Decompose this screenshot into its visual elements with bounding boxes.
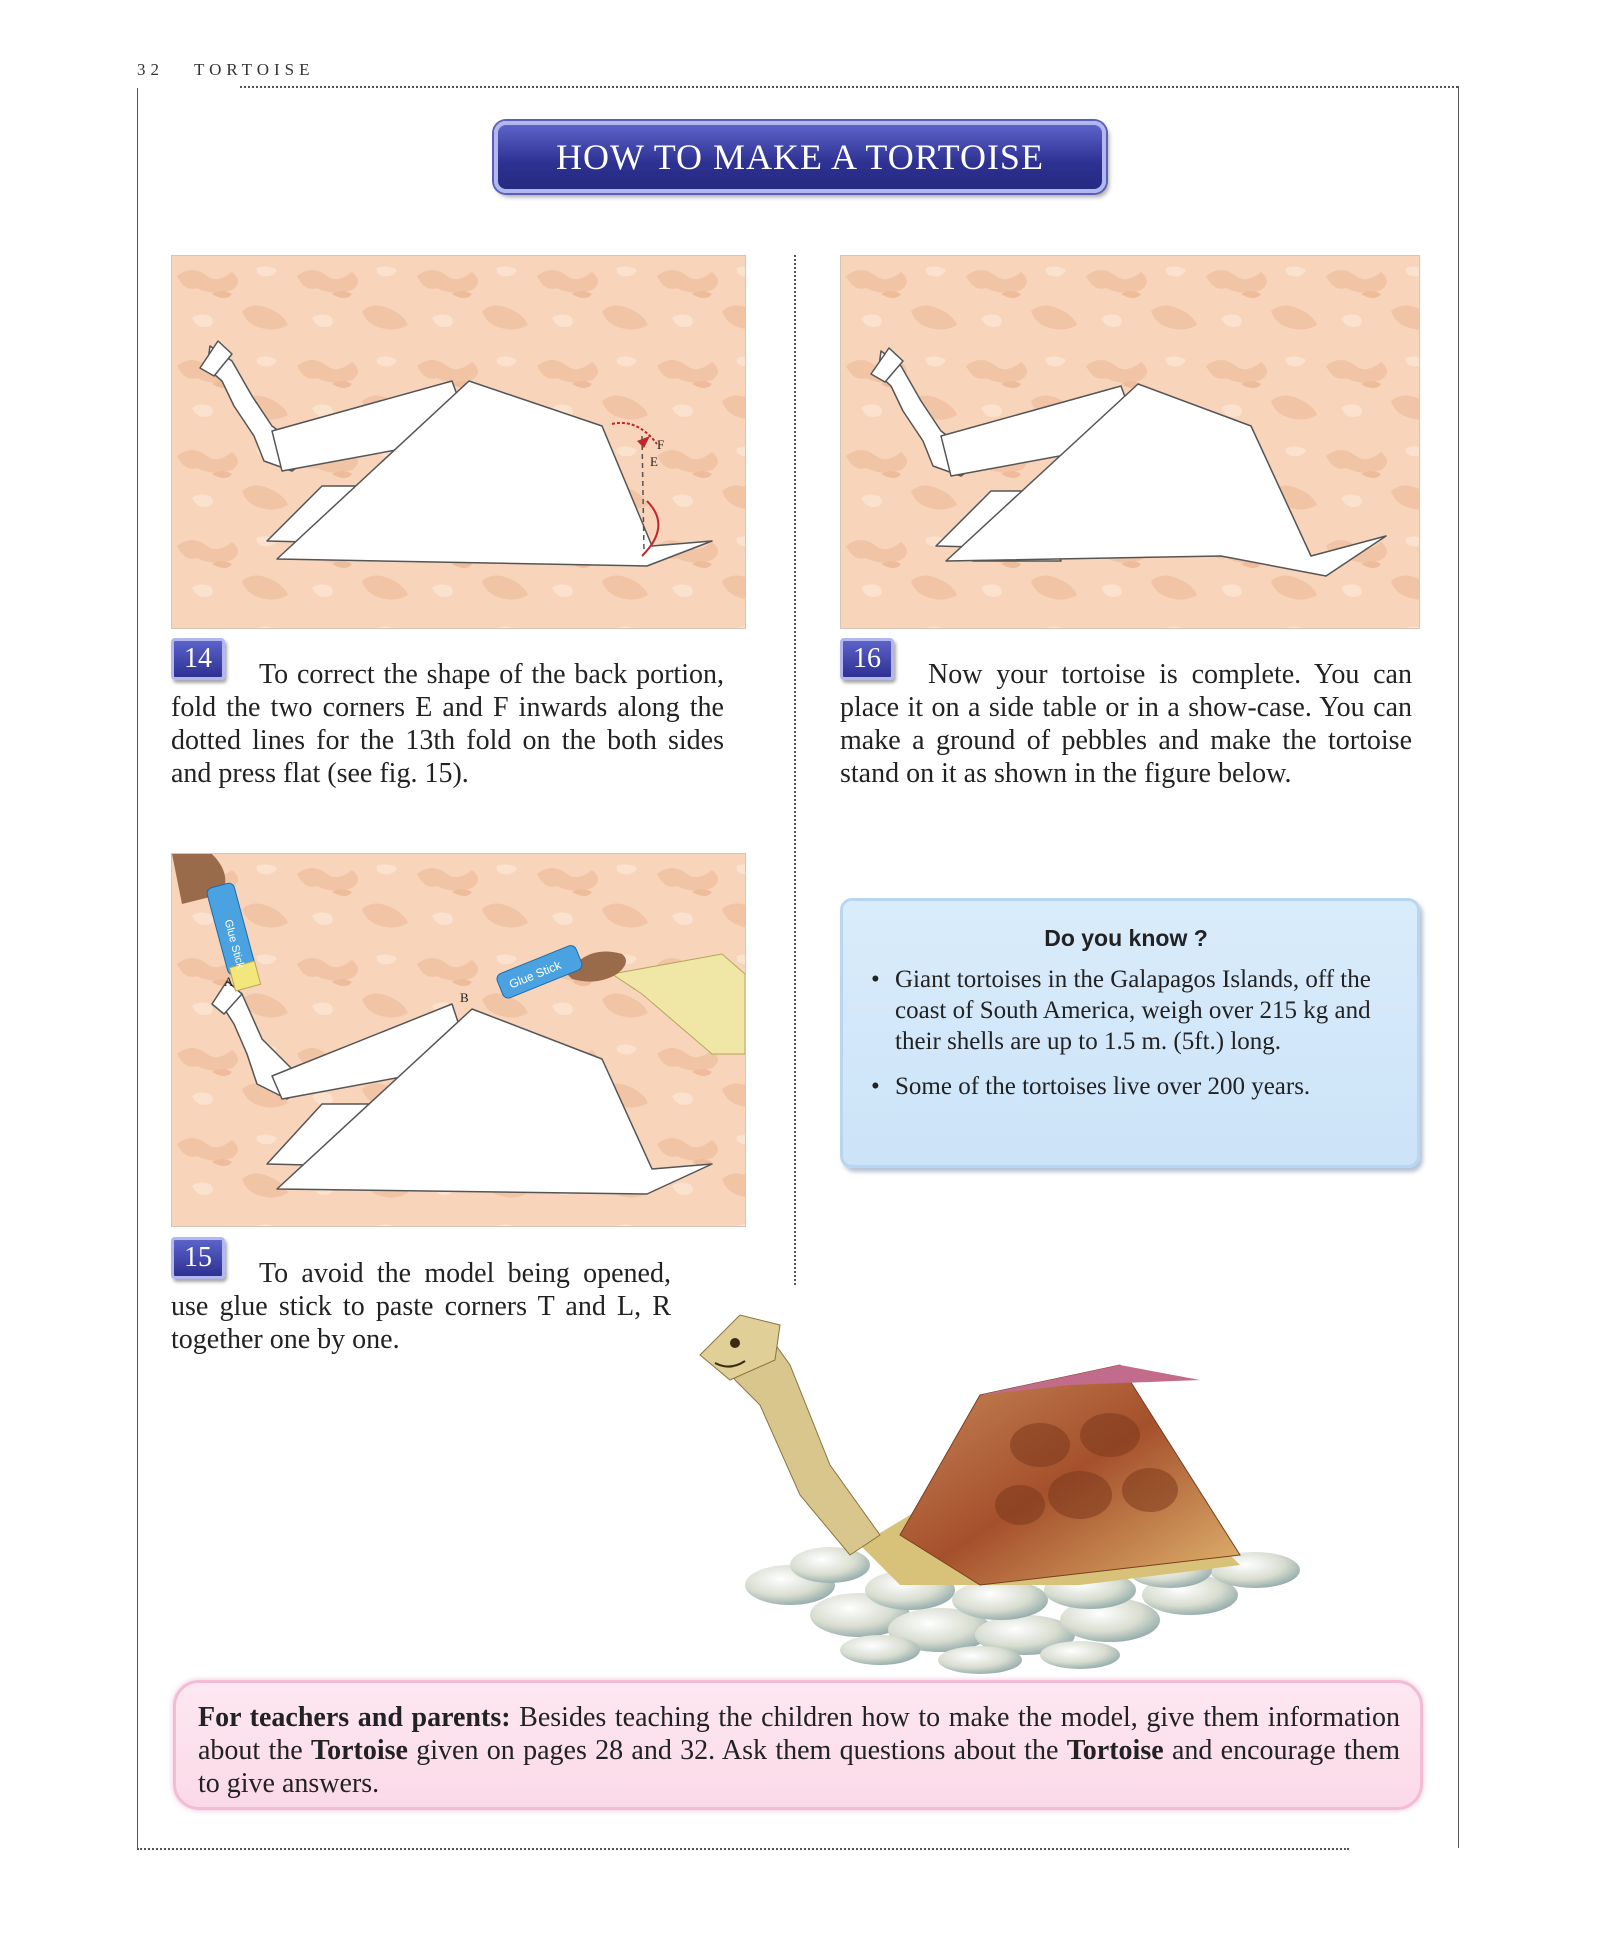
column-divider (794, 255, 796, 1285)
note-text-3: and encourage them to give answers. (198, 1735, 1400, 1799)
do-you-know-title: Do you know ? (1044, 925, 1208, 951)
fact-list (871, 964, 1381, 1102)
finished-tortoise-photo (680, 1285, 1340, 1675)
step-15-illustration (171, 853, 746, 1227)
teachers-note-box (173, 1680, 1423, 1810)
label-f: F (657, 437, 665, 452)
page-number: 32 (137, 60, 164, 79)
glue-stick-label-b: Glue Stick (507, 957, 564, 992)
fact-item (871, 964, 1381, 1057)
glue-stick-label-a: Glue Stick (221, 918, 247, 970)
fact-text: Some of the tortoises live over 200 years. (895, 1073, 1311, 1100)
step-15-number: 15 (171, 1237, 225, 1279)
note-text-1: Besides teaching the children how to make the model, give them information about the (198, 1702, 1401, 1766)
step-16-text (840, 658, 1412, 790)
step-16-illustration (840, 255, 1420, 629)
note-text-2: given on pages 28 and 32. Ask them questions about the (407, 1735, 1067, 1766)
step-15-text (171, 1257, 671, 1356)
note-lead: For teachers and parents: (198, 1702, 511, 1733)
step-15-text-content: To avoid the model being opened, use glue stick to paste corners T and L, R together one by one. (171, 1258, 671, 1355)
step-16-text-content: Now your tortoise is complete. You can place it on a side table or in a show-case. You can make a ground of pebbles and make the tortoise stand on it as shown in the figure below. (840, 659, 1412, 789)
step-14-illustration (171, 255, 746, 629)
fact-text: Giant tortoises in the Galapagos Islands, off the coast of South America, weigh over 215 kg and their shells are up to 1.5 m. (5ft.) long. (895, 966, 1371, 1055)
bullet-icon: • (871, 1073, 880, 1100)
note-bold-2: Tortoise (1066, 1735, 1164, 1766)
left-rule (137, 88, 138, 1848)
running-header (137, 60, 345, 80)
step-14-text-content: To correct the shape of the back portion, fold the two corners E and F inwards along the dotted lines for the 13th fold on the both sides and press flat (see fig. 15). (171, 659, 724, 789)
note-bold-1: Tortoise (311, 1735, 408, 1766)
top-dotted-rule (240, 86, 1458, 88)
right-rule (1458, 86, 1459, 1848)
step-16-number: 16 (840, 638, 894, 680)
label-e: E (650, 454, 658, 469)
fact-item (871, 1071, 1381, 1102)
page-title: HOW TO MAKE A TORTOISE (494, 121, 1106, 193)
label-b: B (460, 990, 469, 1005)
label-a: A (224, 974, 234, 989)
step-14-number: 14 (171, 638, 225, 680)
bullet-icon: • (871, 966, 880, 993)
do-you-know-box (840, 898, 1420, 1168)
step-14-text (171, 658, 724, 790)
bottom-dotted-rule (137, 1848, 1349, 1850)
section-name: TORTOISE (194, 60, 315, 79)
